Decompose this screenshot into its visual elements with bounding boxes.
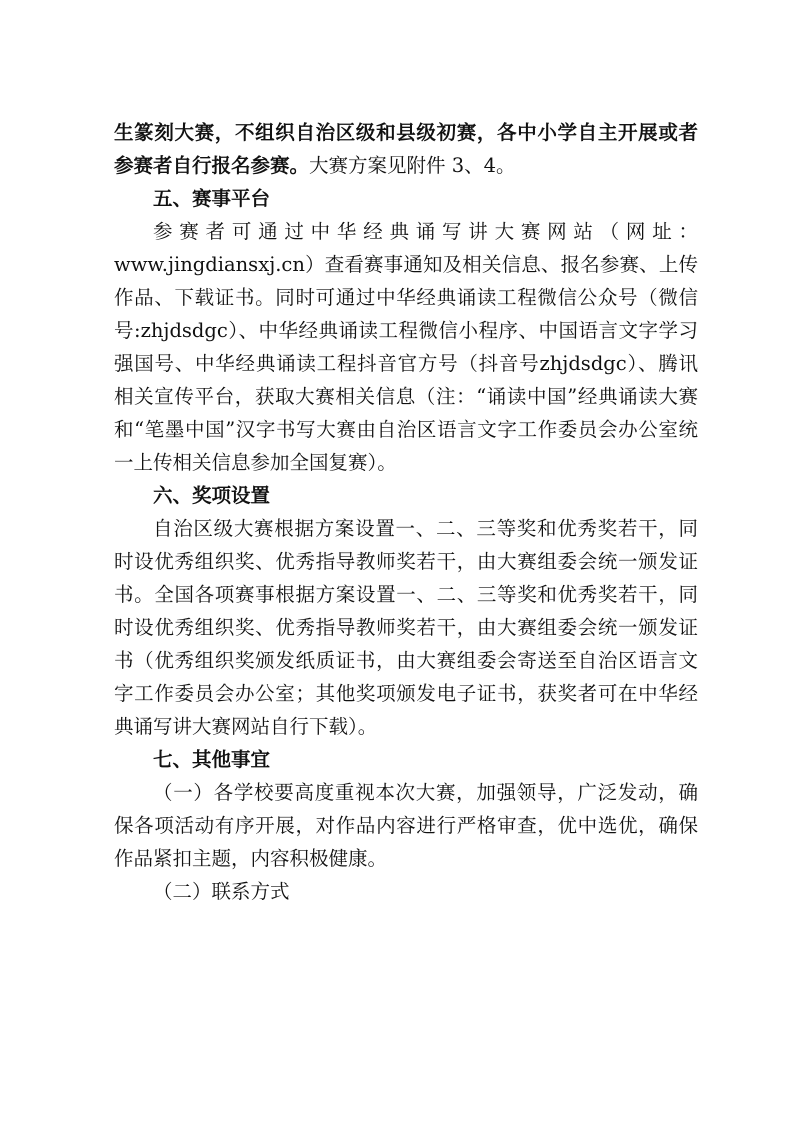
section-7-heading: 七、其他事宜 bbox=[153, 748, 271, 771]
section-7-item-1: （一）各学校要高度重视本次大赛，加强领导，广泛发动，确保各项活动有序开展，对作品内容进行严格审查，优中选优，确保作品紧扣主题，内容积极健康。 bbox=[114, 781, 698, 870]
intro-bold-text: 生篆刻大赛，不组织自治区级和县级初赛，各中小学自主开展或者参赛者自行报名参赛。 bbox=[114, 121, 698, 177]
section-6-paragraph: 自治区级大赛根据方案设置一、二、三等奖和优秀奖若干，同时设优秀组织奖、优秀指导教师奖若干，由大赛组委会统一颁发证书。全国各项赛事根据方案设置一、二、三等奖和优秀奖若干，同时设优秀组织奖、优秀指导教师奖若干，由大赛组委会统一颁发证书（优秀组织奖颁发纸质证书，由大赛组委会寄送至自治区语言文字工作委员会办公室；其他奖项颁发电子证书，获奖者可在中华经典诵写讲大赛网站自行下载）。 bbox=[114, 517, 698, 738]
intro-normal-text: 大赛方案见附件 3、4。 bbox=[309, 154, 516, 177]
section-7-item-2: （二）联系方式 bbox=[153, 880, 290, 903]
section-5-heading: 五、赛事平台 bbox=[153, 187, 271, 210]
document-body bbox=[114, 116, 698, 908]
section-6-heading: 六、奖项设置 bbox=[153, 484, 271, 507]
intro-paragraph bbox=[114, 116, 698, 182]
section-5-paragraph: 参赛者可通过中华经典诵写讲大赛网站（网址：www.jingdiansxj.cn）查看赛事通知及相关信息、报名参赛、上传作品、下载证书。同时可通过中华经典诵读工程微信公众号（微信号:zhjdsdgc）、中华经典诵读工程微信小程序、中国语言文字学习强国号、中华经典诵读工程抖音官方号（抖音号zhjdsdgc）、腾讯相关宣传平台，获取大赛相关信息（注：“诵读中国”经典诵读大赛和“笔墨中国”汉字书写大赛由自治区语言文字工作委员会办公室统一上传相关信息参加全国复赛）。 bbox=[114, 220, 698, 474]
